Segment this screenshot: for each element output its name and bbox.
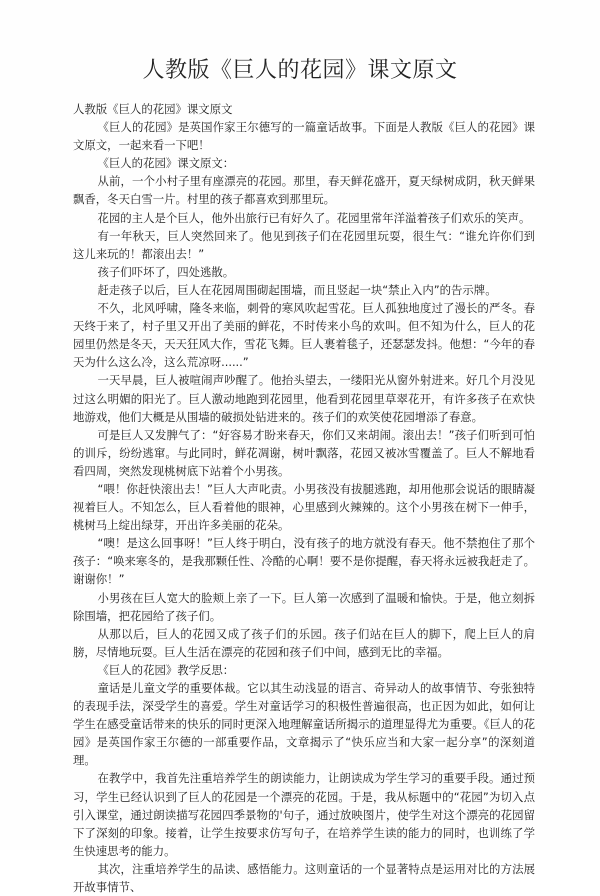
- paragraph: 一天早晨，巨人被喧闹声吵醒了。他抬头望去，一缕阳光从窗外射进来。好几个月没见过这么明媚的阳光了。巨人激动地跑到花园里，他看到花园里草翠花开，有许多孩子在欢快地游戏，他们大概是从围墙的破损处钻进来的。孩子们的欢笑使花园增添了春意。: [73, 373, 535, 424]
- paragraph: 小男孩在巨人宽大的脸颊上亲了一下。巨人第一次感到了温暖和愉快。于是，他立刻拆除围墙，把花园给了孩子们。: [73, 590, 535, 623]
- paragraph: 孩子们吓坏了，四处逃散。: [97, 264, 235, 279]
- paragraph: 在教学中，我首先注重培养学生的朗读能力，让朗读成为学生学习的重要手段。通过预习，学生已经认识到了巨人的花园是一个漂亮的花园。于是，我从标题中的“花园”为切入点引入课堂，通过朗读描写花园四季景物的'句子，通过放映图片，使学生对这个漂亮的花园留下了深刻的印象。接着，让学生按要求仿写句子，在培养学生读的能力的同时，也训练了学生快速思考的能力。: [73, 771, 535, 858]
- paragraph: 不久，北风呼啸，隆冬来临，刺骨的寒风吹起雪花。巨人孤独地度过了漫长的严冬。春天终于来了，村子里又开出了美丽的鲜花，不时传来小鸟的欢叫。但不知为什么，巨人的花园里仍然是冬天，天天狂风大作，雪花飞舞。巨人裹着毯子，还瑟瑟发抖。他想：“今年的春天为什么这么冷，这么荒凉呀......”: [73, 301, 535, 370]
- document-body: [73, 100, 535, 896]
- paragraph: 有一年秋天，巨人突然回来了。他见到孩子们在花园里玩耍，很生气：“谁允许你们到这儿来玩的！都滚出去！”: [73, 228, 535, 261]
- paragraph: 可是巨人又发脾气了：“好容易才盼来春天，你们又来胡闹。滚出去！”孩子们听到可怕的训斥，纷纷逃窜。与此同时，鲜花凋谢，树叶飘落，花园又被冰雪覆盖了。巨人不解地看看四周，突然发现桃树底下站着个小男孩。: [73, 427, 535, 478]
- paragraph: “噢！是这么回事呀！”巨人终于明白，没有孩子的地方就没有春天。他不禁抱住了那个孩子：“唤来寒冬的，是我那颗任性、冷酷的心啊！要不是你提醒，春天将永远被我赶走了。谢谢你！”: [73, 536, 535, 587]
- document-title: 人教版《巨人的花园》课文原文: [142, 58, 458, 83]
- section-heading: 《巨人的花园》教学反思：: [97, 662, 235, 677]
- paragraph: 花园的主人是个巨人，他外出旅行已有好久了。花园里常年洋溢着孩子们欢乐的笑声。: [97, 210, 531, 225]
- paragraph: 人教版《巨人的花园》课文原文: [73, 102, 233, 116]
- paragraph: 其次，注重培养学生的品读、感悟能力。这则童话的一个显著特点是运用对比的方法展开故事情节、: [73, 861, 535, 895]
- paragraph: 从前，一个小村子里有座漂亮的花园。那里，春天鲜花盛开，夏天绿树成阴，秋天鲜果飘香，冬天白雪一片。村里的孩子都喜欢到那里玩。: [73, 174, 535, 207]
- paragraph: 《巨人的花园》是英国作家王尔德写的一篇童话故事。下面是人教版《巨人的花园》课文原文，一起来看一下吧！: [73, 120, 535, 153]
- paragraph: 童话是儿童文学的重要体裁。它以其生动浅显的语言、奇异动人的故事情节、夸张独特的表现手法，深受学生的喜爱。学生对童话学习的积极性普遍很高，也正因为如此，如何让学生在感受童话带来的快乐的同时更深入地理解童话所揭示的道理显得尤为重要。《巨人的花园》是英国作家王尔德的一部重要作品，文章揭示了“快乐应当和大家一起分享”的深刻道理。: [73, 681, 535, 768]
- paragraph: 从那以后，巨人的花园又成了孩子们的乐园。孩子们站在巨人的脚下，爬上巨人的肩膀，尽情地玩耍。巨人生活在漂亮的花园和孩子们中间，感到无比的幸福。: [73, 626, 535, 659]
- paragraph: “喂！你赶快滚出去！”巨人大声叱责。小男孩没有拔腿逃跑，却用他那会说话的眼睛凝视着巨人。不知怎么，巨人看着他的眼神，心里感到火辣辣的。这个小男孩在树下一伸手，桃树马上绽出绿芽，开出许多美丽的花朵。: [73, 481, 535, 533]
- paragraph: 《巨人的花园》课文原文：: [97, 156, 235, 171]
- paragraph: 赶走孩子以后，巨人在花园周围砌起围墙，而且竖起一块“禁止入内”的告示牌。: [97, 282, 497, 297]
